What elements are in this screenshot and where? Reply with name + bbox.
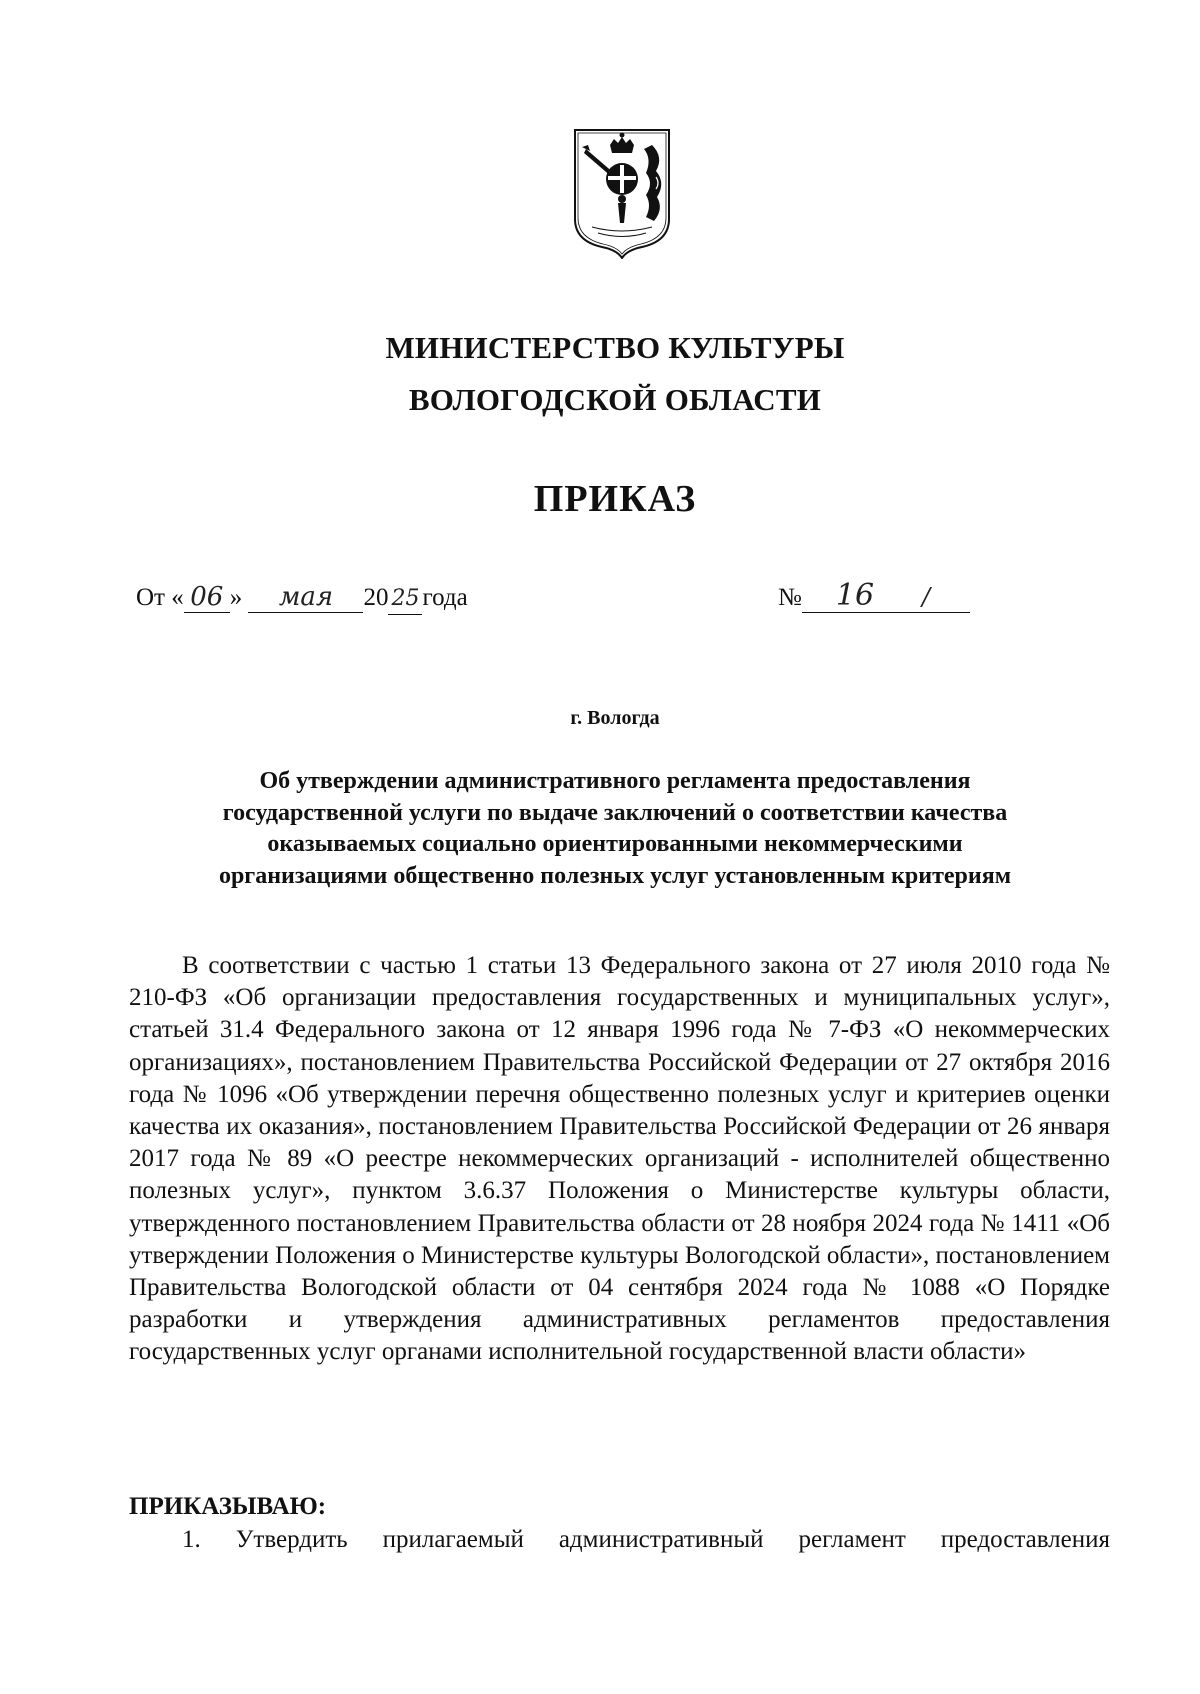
date-line xyxy=(136,578,468,618)
order-number-line xyxy=(778,578,970,618)
ministry-line-1: МИНИСТЕРСТВО КУЛЬТУРЫ xyxy=(385,330,845,365)
order-number-slash: / xyxy=(922,583,931,611)
document-type-title: ПРИКАЗ xyxy=(533,478,697,520)
date-month-field: мая xyxy=(248,582,363,613)
preamble-paragraph: В соответствии с частью 1 статьи 13 Федерального закона от 27 июля 2010 года № 210-ФЗ «Об организации предоставления государственных и муниципальных услуг», статьей 31.4 Федерального закона от 12 января 1996 года № 7-ФЗ «О некоммерческих организациях», постановлением Правительства Российской Федерации от 27 октября 2016 года № 1096 «Об утверждении перечня общественно полезных услуг и критериев оценки качества их оказания», постановлением Правительства Российской Федерации от 26 января 2017 года № 89 «О реестре некоммерческих организаций - исполнителей общественно полезных услуг», пунктом 3.6.37 Положения о Министерстве культуры области, утвержденного постановлением Правительства области от 28 ноября 2024 года № 1411 «Об утверждении Положения о Министерстве культуры Вологодской области», постановлением Правительства Вологодской области от 04 сентября 2024 года № 1088 «О Порядке разработки и утверждения административных регламентов предоставления государственных услуг органами исполнительной государственной власти области» xyxy=(129,952,1110,1366)
date-year-prefix: 20 xyxy=(363,584,389,611)
order-word: ПРИКАЗЫВАЮ: xyxy=(129,1493,327,1520)
date-suffix: года xyxy=(422,584,468,611)
subject-line-2: государственной услуги по выдаче заключений о соответствии качества xyxy=(222,799,1008,826)
date-day-field: 06 xyxy=(184,582,230,613)
order-number-value: 16 xyxy=(835,578,875,613)
order-number-field xyxy=(802,578,970,613)
subject-line-4: организациями общественно полезных услуг установленным критериям xyxy=(218,862,1012,889)
date-prefix: От « xyxy=(136,584,184,611)
date-close-quote: » xyxy=(229,584,243,611)
order-item-1: 1. Утвердить прилагаемый административный регламент предоставления xyxy=(182,1526,1110,1553)
order-subject xyxy=(130,766,1100,892)
coat-of-arms-icon xyxy=(572,127,672,259)
ministry-name xyxy=(0,322,1200,426)
number-sign: № xyxy=(778,584,802,611)
subject-line-3: оказываемых социально ориентированными некоммерческими xyxy=(267,831,963,857)
ministry-line-2: ВОЛОГОДСКОЙ ОБЛАСТИ xyxy=(408,382,822,417)
city-name: г. Вологда xyxy=(570,707,660,729)
date-year-field: 25 xyxy=(388,584,422,615)
subject-line-1: Об утверждении административного регламента предоставления xyxy=(259,768,971,794)
